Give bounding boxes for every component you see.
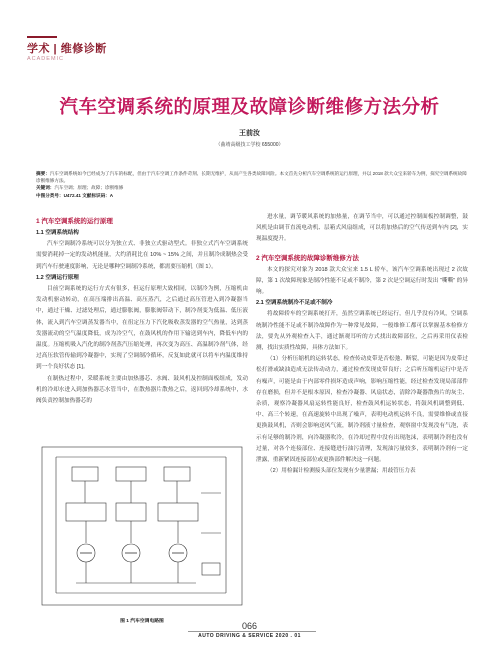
author-name: 王前汝 bbox=[239, 130, 260, 137]
paragraph: 本文的探究对象为 2018 款大众宝来 1.5 L 轿车，该汽车空调系统出现过 2 次故障，第 1 次故障现象是制冷性能不足或不制冷，第 2 次是空调运行时发出 “嘶嘶” 的异响。 bbox=[256, 266, 468, 296]
blower-resistor bbox=[116, 503, 146, 521]
fuse-block bbox=[72, 467, 98, 481]
section-subtitle: ACADEMIC bbox=[27, 56, 65, 62]
ac-circuit-diagram bbox=[36, 443, 248, 611]
heading-2-1: 2.1 空调系统制冷不足或不制冷 bbox=[256, 300, 333, 307]
battery bbox=[202, 563, 220, 575]
paragraph: 汽车空调制冷系统可以分为独立式、非独立式驱动型式。非独立式汽车空调系统需要消耗掉一定的发动机能量，大约消耗比在 10% ~ 15% 之间，并且制冷成制热会受到汽车行驶速度影响，无论是哪种空调制冷系统，都需要压缩机（图 1）。 bbox=[36, 241, 248, 270]
paragraph: （1）分析压缩机的运转状态，检查传动皮带是否松弛、断裂，可能是因为皮带过松打滑或缺油造成无法传动动力，通过检查发现皮带良好；之后听压缩机运行中是否有噪声，可能是由于内部零件损坏造成声响，影响压缩性能，经过检查发现局部部件存在磨损，但并不是根本原因，检查冷凝器、风扇状态，清除冷凝器散热片的灰尘、杂质，观察冷凝器风扇运转性能良好，检查鼓风机运转状态，将鼓风机调整到低、中、高三个转速，在高速旋转中出现了噪声，表明电动机运转不良，需要维修或直接更换鼓风机，否则会影响送风气流，制冷剂液寸量检查，观察窗中发现没有气泡，表示有足够的制冷剂，向冷凝器吹冷，在冷却过程中没有出现泡沫，表明制冷剂也没有过量，对各个连接部位、连接缝进行油污清理，发现油污量较多，表明制冷剂有一定泄露，重新紧固连接部位或更换部件解决这一问题。 bbox=[256, 356, 468, 464]
heading-1: 1 汽车空调系统的运行原理 bbox=[36, 218, 113, 225]
heading-1-2: 1.2 空调运行原理 bbox=[36, 274, 79, 281]
right-column bbox=[256, 212, 468, 477]
paragraph: 在制热过程中，采暖系统主要由加热器芯、水阀、鼓风机及控制面板组成，发动机的冷却水进入到加热器芯水管当中，在散热器片散热之后，返回到冷却系统中，水阀负责控制加热器芯的 bbox=[36, 375, 248, 405]
section-header bbox=[27, 40, 107, 62]
figure-caption: 图 1 汽车空调电路图 bbox=[120, 619, 164, 624]
control-module bbox=[66, 503, 106, 521]
classification-text: 中图分类号：U472.41 文献标识码：A bbox=[36, 192, 114, 198]
abstract-block bbox=[36, 170, 468, 199]
header-accent-bar bbox=[27, 36, 57, 38]
paragraph: 将故障轿车的空调系统打开，虽然空调系统已经运行，但几乎没有冷风，空调系统制冷性能不足或不制冷故障作为一种常见故障，一般维修工都可以掌握基本检修方法，要先从外观检查入手，通过渐观耳听的方式找出故障部位，之后再采用仪表检测，找出实质性故障，具体方法如下。 bbox=[256, 311, 468, 352]
author-affiliation: （曲靖高级技工学校 655000） bbox=[215, 142, 284, 148]
paragraph: 目前空调系统的运行方式有很多，但运行原理大致相同，以制冷为例，压缩机由发动机驱动转动，在高压端排出高温、高压蒸汽，之后通过高压管进入到冷凝器当中，通过干燥、过滤处理后，通过膨胀阀，膨胀阀带动下，制冷剂变为低温、低压液体，流入到汽车空调蒸发器当中，在徂定压力下汽化吸收蒸发器的空气热量，达到蒸发器流动的空气温度降低，成为冷空气，在鼓风机的作用下输送到车内，降低车内的温度。压缩机吸入汽化的制冷剂蒸汽压缩处理，再次变为高压、高温制冷剂气体，经过高压软管传输到冷凝器中，实现了空调制冷循环，反复如此就可以将车内温度维持到一个良好状态 [1]。 bbox=[36, 286, 248, 371]
paragraph: 进水量，调节暖风系统的加热量，在调节当中，可以通过控制面板控制调整，鼓风机是由调节直流电动机、层箱式风扇组成，可以将加热后的空气传送到车内 [2]，实现温度提升。 bbox=[256, 214, 468, 243]
circuit-diagram-svg bbox=[36, 443, 248, 611]
relay-block bbox=[116, 467, 146, 481]
article-title: 汽车空调系统的原理及故障诊断维修方法分析 bbox=[59, 96, 440, 117]
section-title: 学术 | 维修诊断 bbox=[27, 43, 107, 55]
switch-block bbox=[164, 467, 190, 481]
pressure-switch bbox=[158, 503, 198, 521]
keywords-text: 汽车空调；原理；故障；诊断维修 bbox=[54, 185, 124, 191]
paragraph: （2）用检漏计检测接头部位发现有少量泄漏；用歧管压力表 bbox=[267, 468, 416, 475]
keywords-label: 关键词： bbox=[36, 185, 55, 191]
abstract-text: 汽车空调系统如今已经成为了汽车的标配，但由于汽车空调工作条件苛刻、长期无维护，从而产生各类故障风险。本文首先分析汽车空调系统的运行原理，并以 2018 款大众宝来轿车为例，探究空调系统故障诊断维修方法。 bbox=[36, 171, 467, 184]
abstract-label: 摘要： bbox=[36, 171, 50, 176]
journal-footer: AUTO DRIVING & SERVICE 2020 . 01 bbox=[198, 633, 301, 639]
page-number: 066 bbox=[241, 621, 258, 631]
left-column bbox=[36, 214, 248, 407]
heading-2: 2 汽车空调系统的故障诊断维修方法 bbox=[256, 254, 359, 262]
heading-1-1: 1.1 空调系统结构 bbox=[36, 230, 79, 236]
footer-divider bbox=[188, 631, 316, 632]
